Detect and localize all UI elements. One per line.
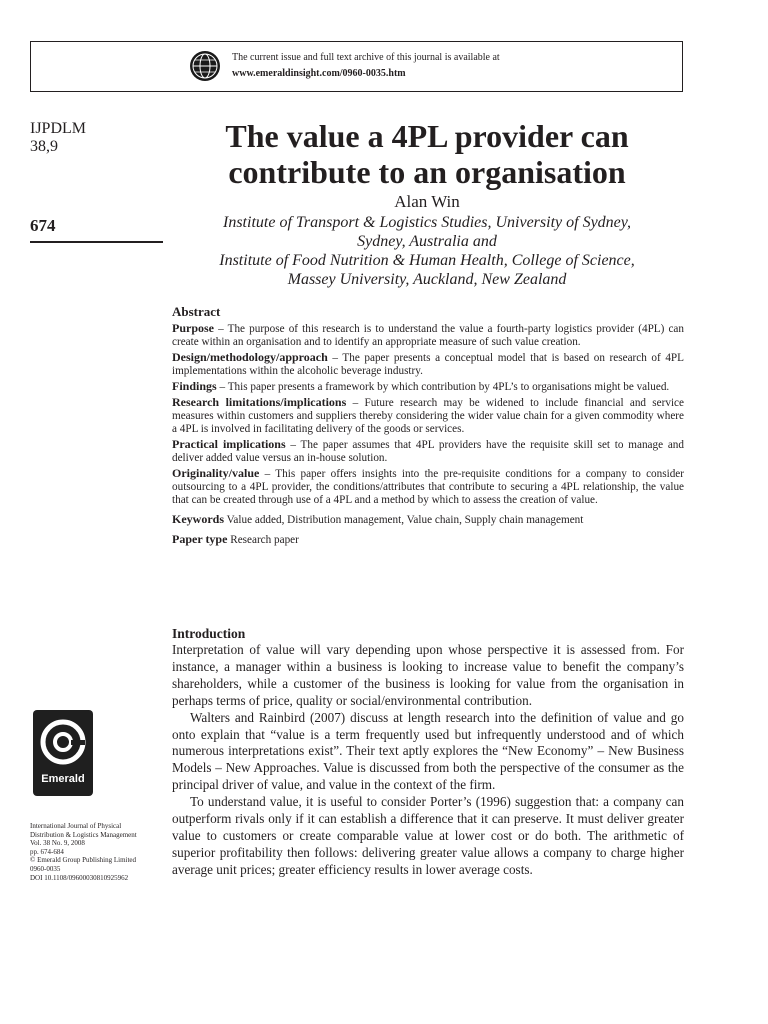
abstract-purpose — [172, 322, 684, 349]
keywords-text: Value added, Distribution management, Value chain, Supply chain management — [224, 514, 584, 526]
citation-line: pp. 674-684 — [30, 847, 64, 856]
citation-line: DOI 10.1108/09600030810925962 — [30, 873, 129, 882]
affiliation-line: Massey University, Auckland, New Zealand — [287, 271, 567, 288]
abstract — [172, 304, 684, 547]
abstract-text: – The paper presents a conceptual model that is based on research of 4PL implementations within the alcoholic beverage industry. — [172, 352, 684, 377]
introduction-heading: Introduction — [172, 626, 246, 641]
banner-text: The current issue and full text archive of this journal is available at — [232, 52, 500, 63]
affiliation-line: Institute of Transport & Logistics Studies, University of Sydney, — [223, 214, 631, 231]
introduction-paragraph: To understand value, it is useful to consider Porter’s (1996) suggestion that: a company can outperform rivals only if it can establish a difference that it can preserve. It must deliver greater value to customers or create comparable value at lower cost or do both. The arithmetic of superior profitability then follows: delivering greater value allows a company to charge higher average unit prices; greater efficiency results in lower average costs. — [172, 794, 684, 877]
abstract-text: – This paper offers insights into the pre-requisite conditions for a company to consider outsourcing to a 4PL provider, the conditions/attributes that contribute to securing a 4PL relationship, the value that can be created through use of a 4PL and a method by which to assess the creation of value. — [172, 468, 684, 506]
citation-line: Vol. 38 No. 9, 2008 — [30, 839, 85, 848]
abstract-design — [172, 351, 684, 378]
citation-line: Distribution & Logistics Management — [30, 830, 137, 839]
title-line-1: The value a 4PL provider can — [225, 118, 629, 154]
journal-code: IJPDLM — [30, 120, 87, 137]
abstract-label: Findings — [172, 379, 217, 393]
citation-block — [30, 822, 168, 882]
abstract-text: – Future research may be widened to include financial and service measures within customers and suppliers thereby considering the wider value chain for a given commodity where a 4PL is involved in facilitating delivery of the goods or services. — [172, 397, 684, 435]
paper-type-label: Paper type — [172, 532, 228, 546]
author-affiliation — [172, 213, 682, 289]
abstract-text: – The paper assumes that 4PL providers have the requisite skill set to manage and deliver added value versus an in-house solution. — [172, 439, 684, 464]
abstract-label: Research limitations/implications — [172, 395, 347, 409]
page-number-rule — [30, 241, 163, 243]
citation-line: 0960-0035 — [30, 864, 61, 873]
abstract-label: Originality/value — [172, 466, 260, 480]
abstract-label: Practical implications — [172, 437, 286, 451]
affiliation-line: Institute of Food Nutrition & Human Health, College of Science, — [219, 252, 635, 269]
introduction-paragraph: Walters and Rainbird (2007) discuss at length research into the definition of value and go onto explain that “value is a term frequently used but infrequently understood and of which numerous interpretations exist”. Their text aptly explores the “New Economy” – New Business Models – New Approaches. Value is discussed from both the perspective of the consumer as the principal driver of value, and value in the context of the firm. — [172, 709, 684, 793]
abstract-text: – This paper presents a framework by which contribution by 4PL’s to organisations might be valued. — [216, 381, 670, 393]
keywords-label: Keywords — [172, 512, 224, 526]
paper-type-text: Research paper — [227, 534, 299, 546]
journal-volume: 38,9 — [30, 138, 58, 155]
introduction-section — [172, 626, 684, 879]
emerald-logo-icon — [33, 710, 93, 770]
abstract-findings — [172, 380, 684, 394]
abstract-heading: Abstract — [172, 304, 221, 319]
abstract-limitations — [172, 396, 684, 436]
emerald-logo-text: Emerald — [41, 773, 85, 785]
abstract-originality — [172, 467, 684, 507]
abstract-label: Purpose — [172, 321, 214, 335]
author-name: Alan Win — [394, 192, 460, 211]
journal-url-link[interactable]: www.emeraldinsight.com/0960-0035.htm — [232, 68, 406, 79]
abstract-label: Design/methodology/approach — [172, 350, 328, 364]
title-line-2: contribute to an organisation — [228, 154, 626, 190]
abstract-practical — [172, 438, 684, 465]
introduction-paragraph: Interpretation of value will vary depending upon whose perspective it is assessed from. For instance, a manager within a business is looking to increase value to benefit the company’s shareholders, while a customer of the business is looking for value from the organisation in perhaps terms of price, quality or social/environmental contribution. — [172, 642, 684, 708]
page-number: 674 — [30, 216, 56, 235]
citation-line: © Emerald Group Publishing Limited — [30, 856, 137, 865]
globe-icon — [189, 50, 221, 82]
article-title — [172, 118, 682, 190]
affiliation-line: Sydney, Australia and — [357, 233, 497, 250]
paper-type — [172, 533, 684, 547]
keywords — [172, 513, 684, 527]
citation-line: International Journal of Physical — [30, 822, 122, 830]
abstract-text: – The purpose of this research is to understand the value a fourth-party logistics provider (4PL) can create within an organisation and to identify an appropriate measure of such value creation. — [172, 323, 684, 348]
